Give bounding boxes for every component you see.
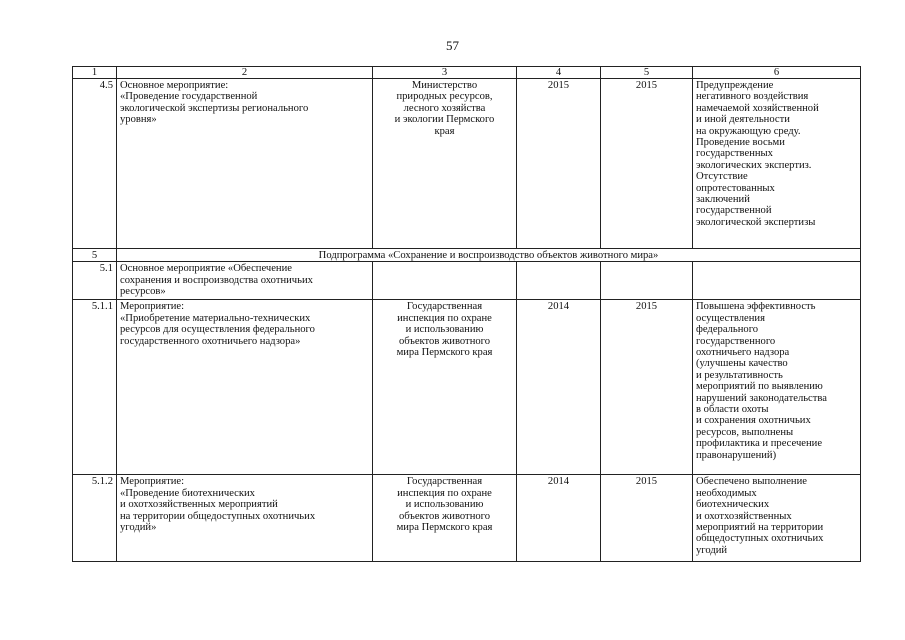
table-row [73,262,861,300]
header-col-4: 4 [517,67,601,79]
measure-name: Мероприятие: «Проведение биотехнических и охотхозяйственных мероприятий на территории общедоступных охотничьих угодий» [117,475,373,562]
header-col-5: 5 [601,67,693,79]
measure-name: Основное мероприятие «Обеспечение сохранения и воспроизводства охотничьих ресурсов» [117,262,373,300]
header-col-6: 6 [693,67,861,79]
table-header-row [73,67,861,79]
expected-result: Предупреждение негативного воздействия намечаемой хозяйственной и иной деятельности на окружающую среду. Проведение восьми государственных экологических экспертиз. Отсутствие опротестованных заключений государственной экологической экспертизы [693,79,861,249]
expected-result [693,262,861,300]
start-year: 2014 [517,300,601,475]
header-col-3: 3 [373,67,517,79]
end-year: 2015 [601,79,693,249]
header-col-1: 1 [73,67,117,79]
measures-table [72,66,861,562]
end-year: 2015 [601,475,693,562]
executor: Государственная инспекция по охране и использованию объектов животного мира Пермского края [373,475,517,562]
start-year [517,262,601,300]
end-year [601,262,693,300]
executor [373,262,517,300]
executor: Государственная инспекция по охране и использованию объектов животного мира Пермского края [373,300,517,475]
end-year: 2015 [601,300,693,475]
header-col-2: 2 [117,67,373,79]
subprogram-row [73,249,861,262]
row-number: 5 [73,249,117,262]
row-number: 5.1.1 [73,300,117,475]
measure-name: Основное мероприятие: «Проведение государственной экологической экспертизы регионального уровня» [117,79,373,249]
row-number: 4.5 [73,79,117,249]
table-row [73,300,861,475]
expected-result: Обеспечено выполнение необходимых биотехнических и охотхозяйственных мероприятий на территории общедоступных охотничьих угодий [693,475,861,562]
start-year: 2015 [517,79,601,249]
page-number: 57 [446,38,459,53]
expected-result: Повышена эффективность осуществления федерального государственного охотничьего надзора (улучшены качество и результативность мероприятий по выявлению нарушений законодательства в области охоты и сохранения охотничьих ресурсов, выполнены профилактика и пресечение правонарушений) [693,300,861,475]
row-number: 5.1 [73,262,117,300]
measure-name: Мероприятие: «Приобретение материально-технических ресурсов для осуществления федерального государственного охотничьего надзора» [117,300,373,475]
row-number: 5.1.2 [73,475,117,562]
start-year: 2014 [517,475,601,562]
subprogram-title: Подпрограмма «Сохранение и воспроизводство объектов животного мира» [117,249,861,262]
table-row [73,475,861,562]
executor: Министерство природных ресурсов, лесного хозяйства и экологии Пермского края [373,79,517,249]
table-row [73,79,861,249]
